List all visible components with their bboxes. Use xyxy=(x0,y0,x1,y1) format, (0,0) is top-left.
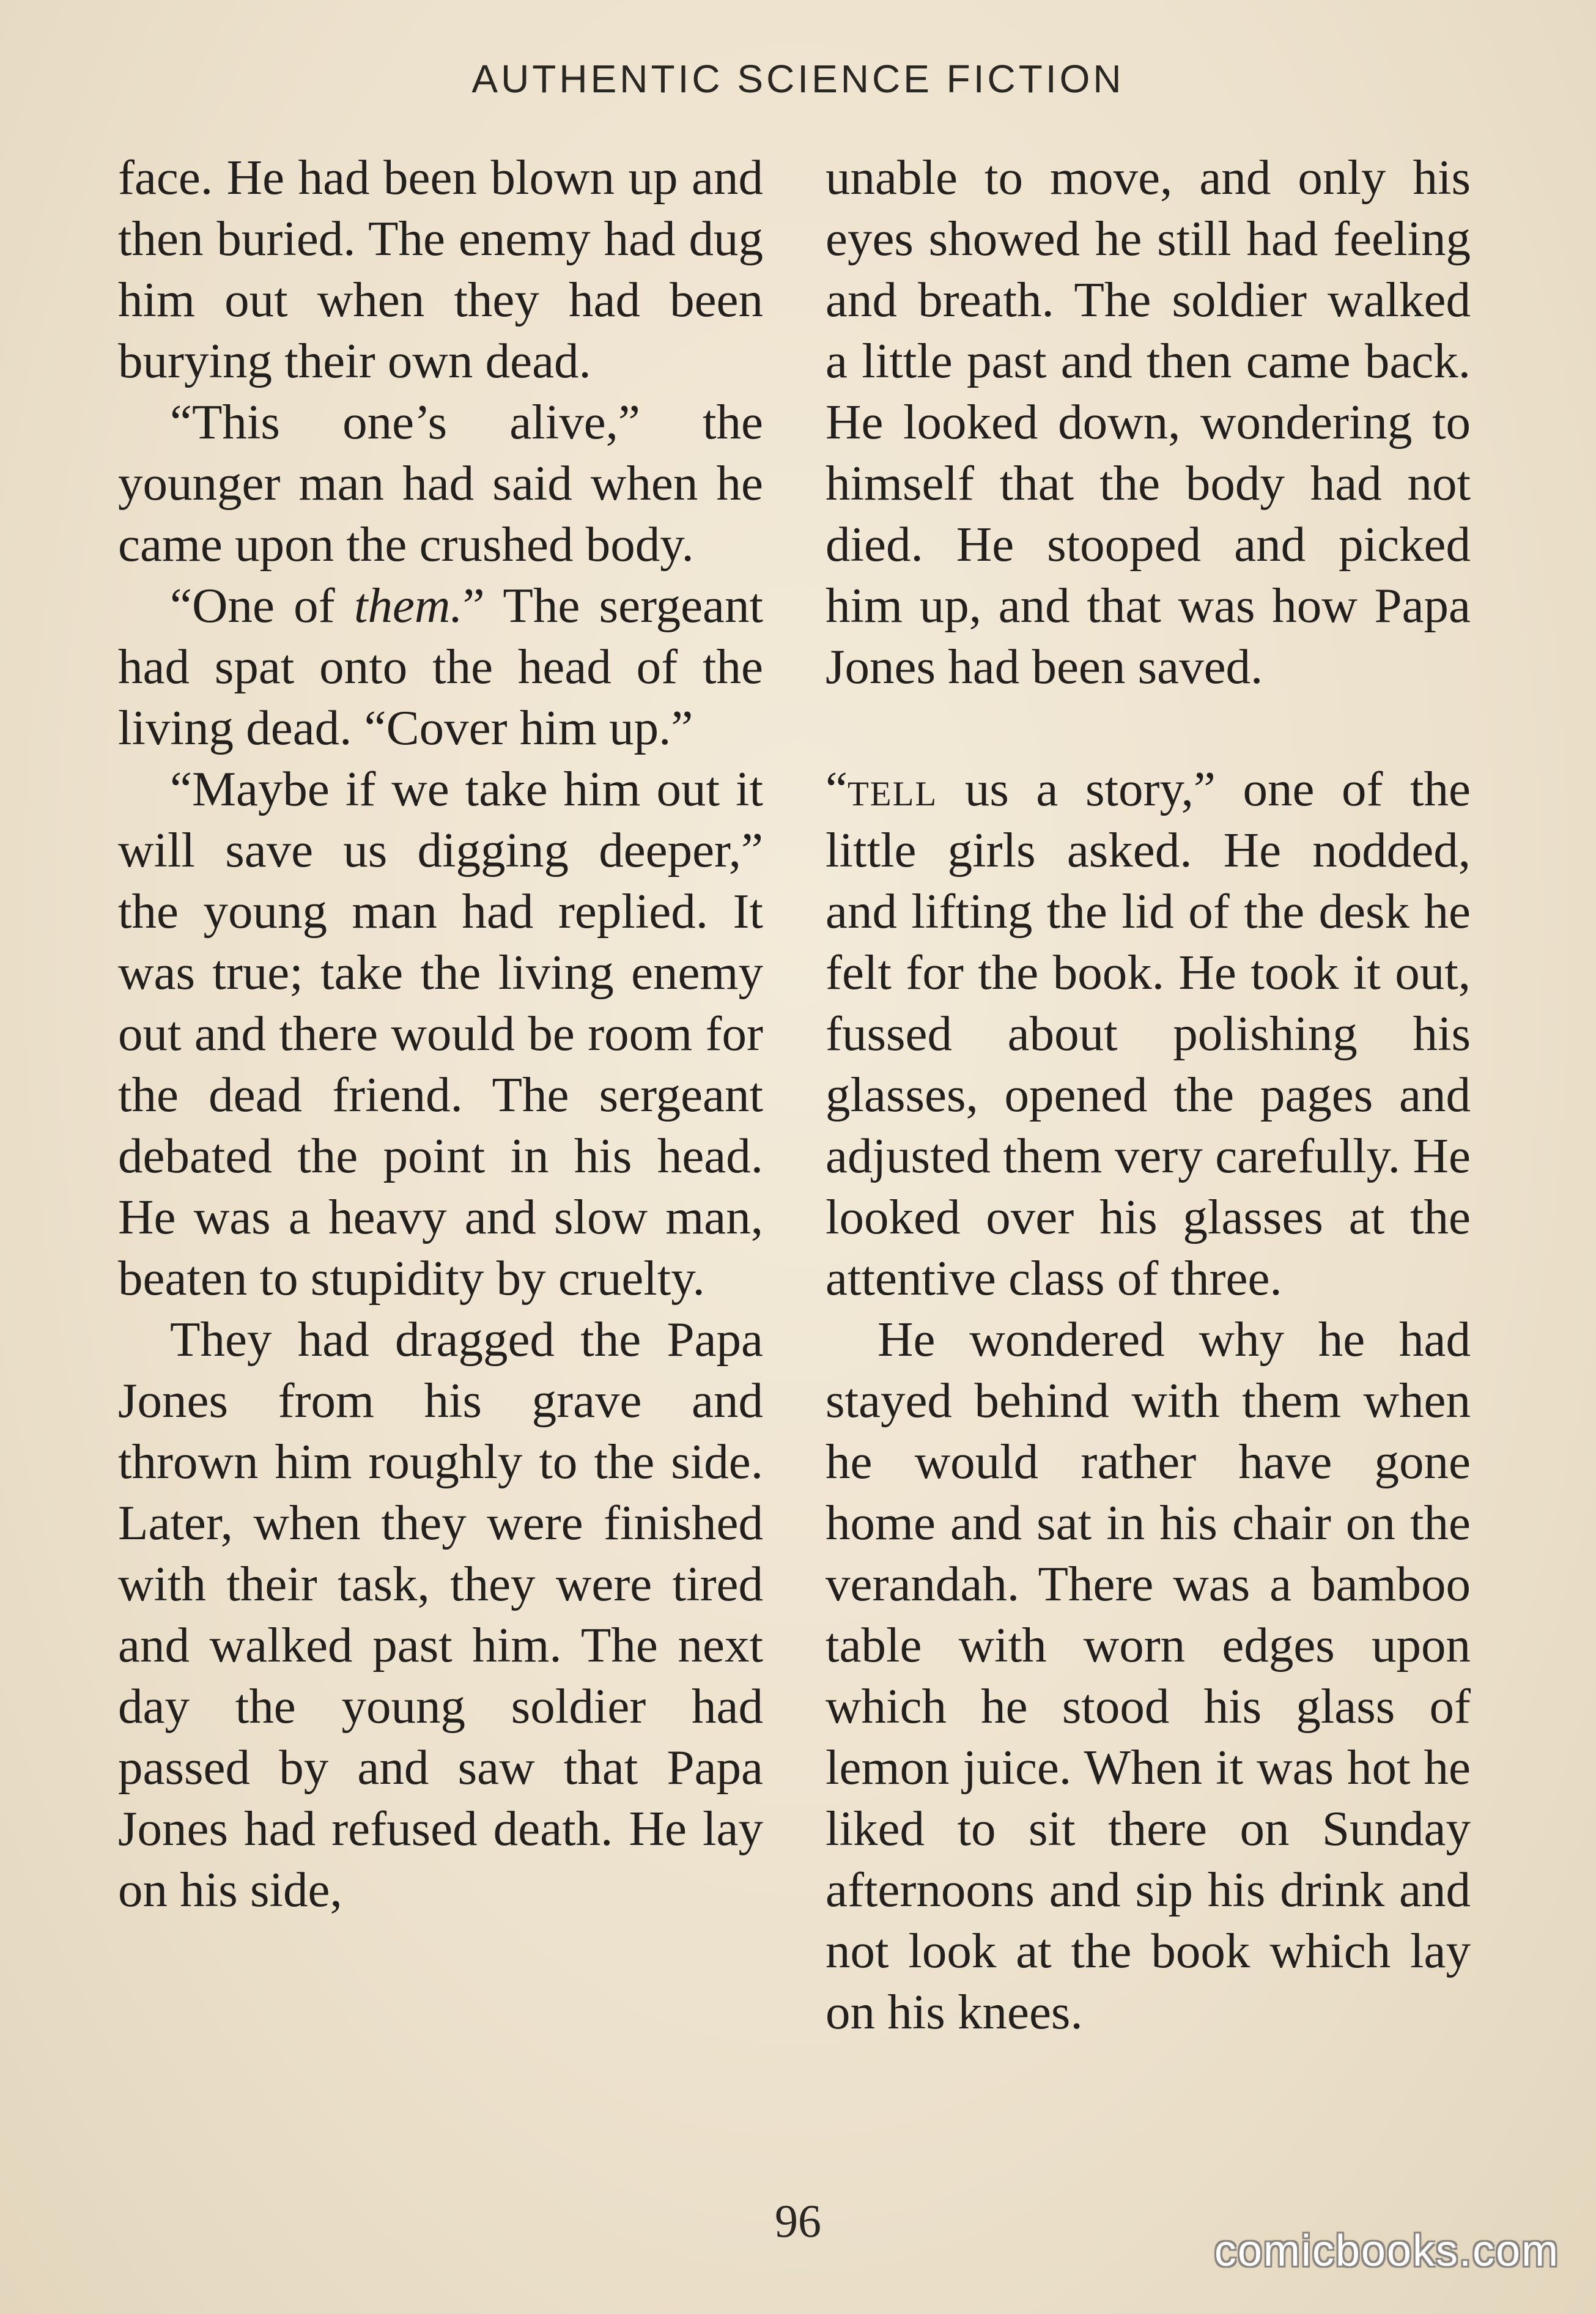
paragraph: unable to move, and only his eyes showed he still had feeling and breath. The soldier walked a little past and then came back. He looked down, wondering to himself that the body had not died. He stooped and picked him up, and that was how Papa Jones had been saved. xyxy=(826,150,1471,694)
page-number: 96 xyxy=(775,2196,821,2247)
paragraph: He wondered why he had stayed behind with them when he would rather have gone home and sat in his chair on the verandah. There was a bamboo table with worn edges upon which he stood his glass of lemon juice. When it was hot he liked to sit there on Sunday afternoons and sip his drink and not look at the book which lay on his knees. xyxy=(826,1312,1471,2039)
text-run: us a story,” one of the little girls asked. He nodded, and lifting the lid of the desk he felt for the book. He took it out, fussed about polishing his glasses, opened the pages and adjusted them very carefully. He looked over his glasses at the attentive class of three. xyxy=(826,761,1471,1306)
watermark: comicbooks.com xyxy=(1214,2227,1559,2275)
paragraph: “This one’s alive,” the younger man had said when he came upon the crushed body. xyxy=(118,394,763,572)
paragraph: “Maybe if we take him out it will save us digging deeper,” the young man had replied. It was true; take the living enemy out and there would be room for the dead friend. The sergeant debated the point in his head. He was a heavy and slow man, beaten to stupidity by cruelty. xyxy=(118,761,763,1306)
italic-text: them. xyxy=(353,578,463,633)
running-header: AUTHENTIC SCIENCE FICTION xyxy=(471,57,1125,101)
paragraph: face. He had been blown up and then buried. The enemy had dug him out when they had been burying their own dead. xyxy=(118,150,763,388)
text-run: ” The sergeant had spat onto the head of the living dead. “Cover him up.” xyxy=(118,578,764,755)
smallcaps-text: tell xyxy=(847,761,938,816)
text-run: “One of xyxy=(170,578,354,633)
paragraph xyxy=(118,575,763,758)
text-run: “ xyxy=(826,761,848,816)
paragraph: They had dragged the Papa Jones from his grave and thrown him roughly to the side. Later, when they were finished with their task, they were tired and walked past him. The next day the young soldier had passed by and saw that Papa Jones had refused death. He lay on his side, xyxy=(118,1312,763,1917)
paragraph xyxy=(826,758,1471,1309)
left-column xyxy=(118,147,763,1920)
right-column xyxy=(826,147,1471,2042)
